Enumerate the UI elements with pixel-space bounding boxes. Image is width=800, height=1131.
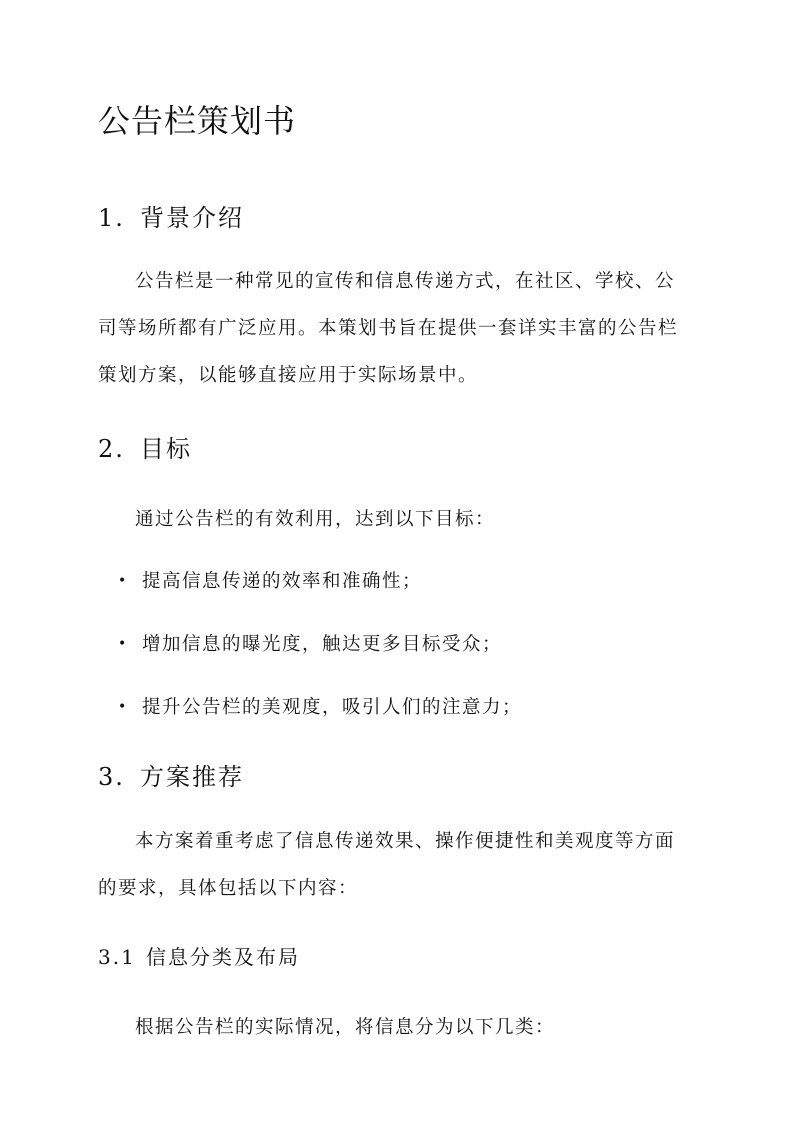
list-item-text: 增加信息的曝光度，触达更多目标受众； bbox=[142, 634, 503, 655]
list-item bbox=[118, 567, 422, 593]
section-number: 2. bbox=[98, 435, 125, 463]
bullet-icon: • bbox=[118, 573, 128, 589]
classification-paragraph bbox=[98, 1004, 702, 1051]
subsection-heading-classification bbox=[98, 941, 300, 970]
paragraph-line: 本方案着重考虑了信息传递效果、操作便捷性和美观度等方面 bbox=[135, 831, 676, 852]
document-title: 公告栏策划书 bbox=[98, 102, 297, 140]
goals-intro bbox=[98, 496, 702, 543]
section-title: 方案推荐 bbox=[140, 763, 244, 791]
section-title: 目标 bbox=[140, 435, 192, 463]
section-number: 1. bbox=[98, 204, 125, 232]
paragraph-line: 的要求，具体包括以下内容： bbox=[98, 878, 359, 899]
bullet-icon: • bbox=[118, 636, 128, 652]
section-heading-recommendation bbox=[98, 757, 244, 792]
recommendation-paragraph bbox=[98, 818, 702, 912]
section-number: 3. bbox=[98, 763, 125, 791]
subsection-number: 3.1 bbox=[98, 945, 136, 969]
list-item-text: 提升公告栏的美观度，吸引人们的注意力； bbox=[142, 697, 523, 718]
background-paragraph bbox=[98, 258, 702, 399]
list-item-text: 提高信息传递的效率和准确性； bbox=[142, 571, 423, 592]
paragraph-line: 公告栏是一种常见的宣传和信息传递方式，在社区、学校、公 bbox=[135, 271, 676, 292]
subsection-title: 信息分类及布局 bbox=[146, 945, 300, 969]
paragraph-line: 司等场所都有广泛应用。本策划书旨在提供一套详实丰富的公告栏 bbox=[98, 318, 679, 339]
bullet-icon: • bbox=[118, 699, 128, 715]
paragraph-line: 策划方案，以能够直接应用于实际场景中。 bbox=[98, 365, 479, 386]
paragraph-line: 通过公告栏的有效利用，达到以下目标： bbox=[135, 509, 496, 530]
list-item bbox=[118, 693, 522, 719]
section-heading-goals bbox=[98, 429, 192, 464]
list-item bbox=[118, 630, 502, 656]
section-heading-background bbox=[98, 198, 244, 233]
section-title: 背景介绍 bbox=[140, 204, 244, 232]
paragraph-line: 根据公告栏的实际情况，将信息分为以下几类： bbox=[135, 1017, 556, 1038]
